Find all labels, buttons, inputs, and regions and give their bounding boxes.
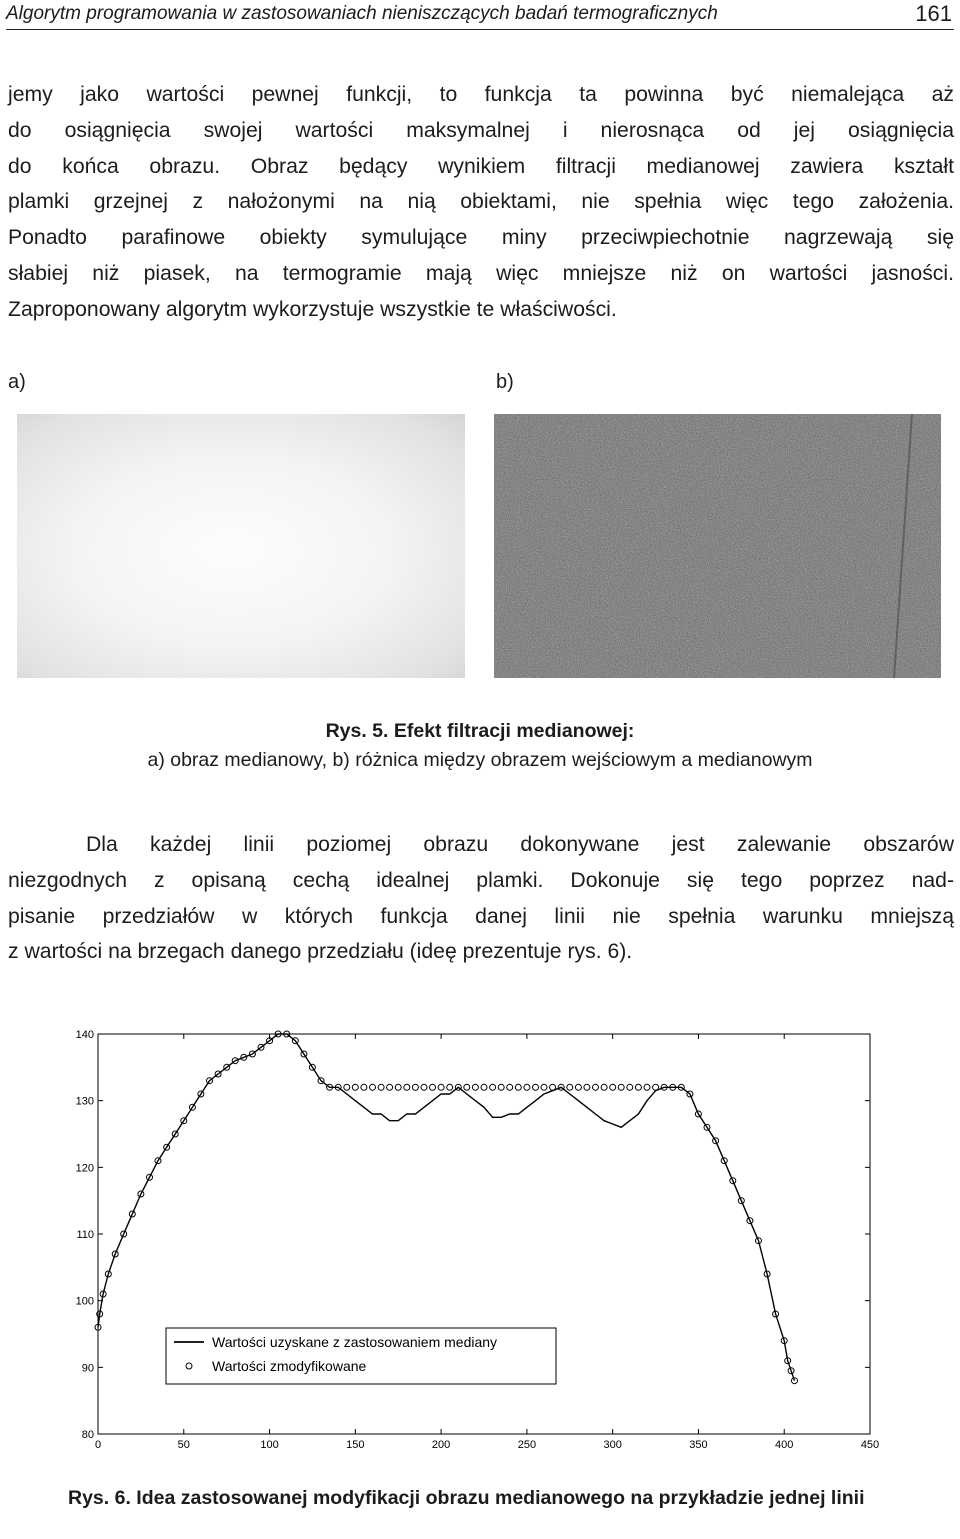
paragraph-1-line: Ponadto parafinowe obiekty symulujące miny przeciwpiechotnie nagrzewają się <box>8 226 954 250</box>
paragraph-1-line: jemy jako wartości pewnej funkcji, to funkcja ta powinna być niemalejąca aż <box>8 83 954 106</box>
running-header-title: Algorytm programowania w zastosowaniach nieniszczących badań termograficznych <box>6 3 718 24</box>
paragraph-1-line: słabiej niż piasek, na termogramie mają więc mniejsze niż on wartości jasności. <box>8 261 954 285</box>
y-tick-label: 80 <box>81 1429 94 1441</box>
x-tick-label: 350 <box>689 1439 708 1451</box>
paragraph-1 <box>8 77 954 328</box>
running-header <box>6 0 954 30</box>
legend-marker-swatch <box>186 1363 192 1369</box>
figure-5-caption-number: Rys. 5. <box>325 720 389 742</box>
paragraph-2-line: niezgodnych z opisaną cechą idealnej plamki. Dokonuje się tego poprzez nad- <box>8 868 954 892</box>
header-rule <box>6 29 954 30</box>
x-tick-label: 450 <box>860 1439 880 1451</box>
y-tick-label: 140 <box>75 1029 94 1041</box>
figure-6-caption-text: Idea zastosowanej modyfikacji obrazu medianowego na przykładzie jednej linii <box>136 1487 865 1509</box>
paragraph-2-line: pisanie przedziałów w których funkcja danej linii nie spełnia warunku mniejszą <box>8 904 954 928</box>
difference-image <box>494 414 941 678</box>
figure-6-caption-number: Rys. 6. <box>68 1487 131 1509</box>
page-number: 161 <box>915 1 952 26</box>
y-tick-label: 130 <box>75 1095 94 1108</box>
figure-5-caption-body: a) obraz medianowy, b) różnica między obrazem wejściowym a medianowym <box>147 749 813 771</box>
x-tick-label: 50 <box>177 1439 190 1451</box>
paragraph-2-line: z wartości na brzegach danego przedziału (ideę prezentuje rys. 6). <box>8 940 633 964</box>
y-tick-label: 120 <box>75 1162 94 1175</box>
paragraph-2-line: Dla każdej linii poziomej obrazu dokonywane jest zalewanie obszarów <box>86 833 954 856</box>
x-tick-label: 200 <box>431 1439 451 1451</box>
paragraph-1-line: plamki grzejnej z nałożonymi na nią obiektami, nie spełnia więc tego założenia. <box>8 190 954 214</box>
y-tick-label: 110 <box>76 1229 94 1241</box>
legend-entry-median: Wartości uzyskane z zastosowaniem mediany <box>212 1334 498 1350</box>
paragraph-1-line: Zaproponowany algorytm wykorzystuje wszystkie te właściwości. <box>8 297 617 321</box>
x-tick-label: 250 <box>517 1439 537 1451</box>
x-tick-label: 100 <box>260 1439 279 1451</box>
x-tick-label: 300 <box>603 1439 622 1451</box>
figure-5-caption <box>0 718 960 774</box>
x-tick-label: 400 <box>775 1439 794 1451</box>
chart-legend <box>166 1328 556 1384</box>
x-tick-label: 150 <box>346 1439 365 1451</box>
line-profile-chart <box>40 1020 900 1460</box>
figure-6-caption <box>68 1486 908 1511</box>
figure-5-label-b: b) <box>496 371 514 393</box>
paragraph-1-line: do osiągnięcia swojej wartości maksymalnej i nierosnąca od jej osiągnięcia <box>8 118 954 142</box>
paragraph-1-line: do końca obrazu. Obraz będący wynikiem filtracji medianowej zawiera kształt <box>8 154 954 178</box>
x-tick-label: 0 <box>94 1439 102 1451</box>
legend-entry-modified: Wartości zmodyfikowane <box>212 1358 367 1374</box>
y-tick-label: 90 <box>81 1362 94 1375</box>
median-image <box>17 414 465 678</box>
figure-5-label-a: a) <box>8 371 26 393</box>
paragraph-2 <box>8 827 954 970</box>
figure-5-caption-title: Efekt filtracji medianowej: <box>393 720 635 742</box>
y-tick-label: 100 <box>75 1295 94 1308</box>
